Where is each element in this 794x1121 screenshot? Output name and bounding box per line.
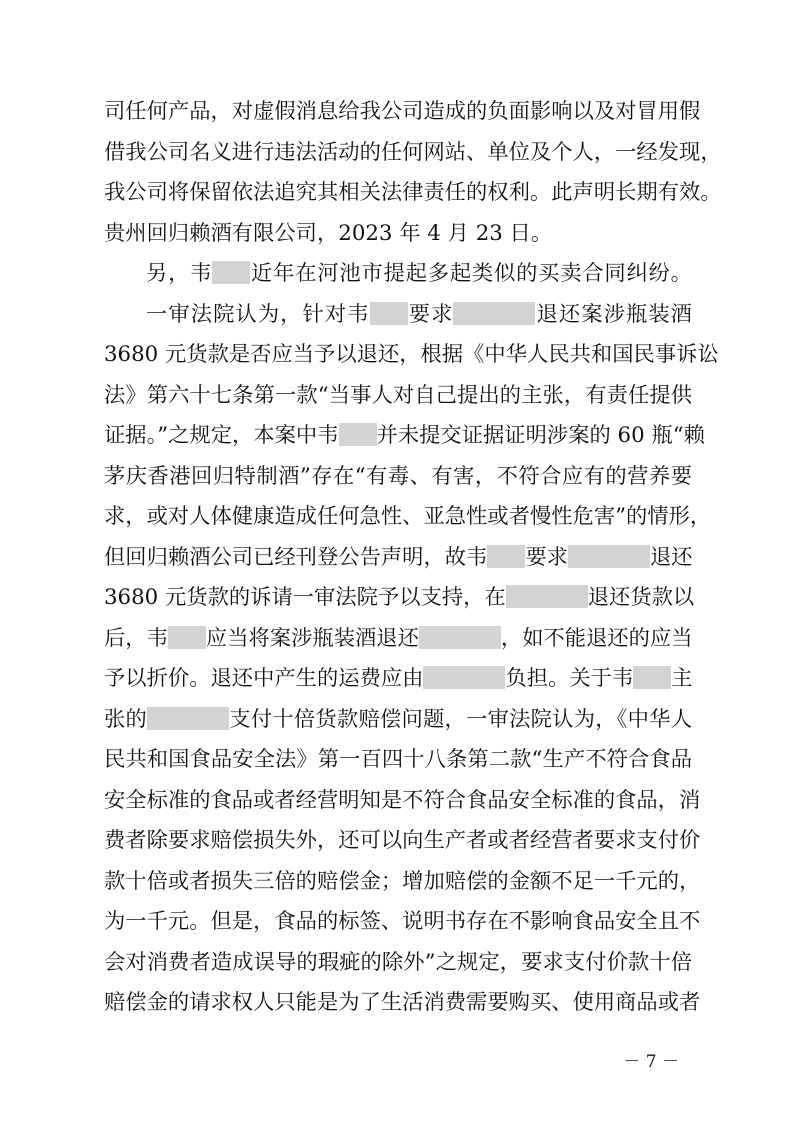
text-line <box>104 821 701 862</box>
line-text: 为一千元。但是，食品的标签、说明书存在不影响食品安全且不 <box>104 909 701 934</box>
line-text: 予以折价。退还中产生的运费应由 <box>104 666 424 691</box>
redaction-block <box>147 707 229 730</box>
line-text: 要求 <box>525 544 568 570</box>
line-text: 后，韦 <box>104 625 168 651</box>
text-line <box>104 335 719 376</box>
line-text: 退还货款以 <box>587 585 695 610</box>
redaction-block <box>423 666 505 689</box>
text-line <box>104 902 701 943</box>
line-text: 司任何产品，对虚假消息给我公司造成的负面影响以及对冒用假 <box>104 99 701 124</box>
redaction-block <box>568 545 650 568</box>
line-text: 民共和国食品安全法》第一百四十八条第二款“生产不符合食品 <box>104 747 692 772</box>
line-text: 并未提交证据证明涉案的 60 瓶“赖 <box>376 423 705 448</box>
text-line <box>104 538 692 579</box>
text-line <box>104 214 692 255</box>
text-line <box>104 133 722 174</box>
line-text: 我公司将保留依法追究其相关法律责任的权利。此声明长期有效。 <box>104 180 722 205</box>
line-text: 要求 <box>407 301 454 327</box>
line-text: 负担。关于韦 <box>505 666 634 691</box>
text-line <box>104 862 701 903</box>
line-text: 赔偿金的请求权人只能是为了生活消费需要购买、使用商品或者 <box>104 990 701 1015</box>
redaction-block <box>168 626 206 649</box>
line-text: 3680 元货款是否应当予以退还，根据《中华人民共和国民事诉讼 <box>104 342 719 367</box>
redaction-block <box>212 261 250 284</box>
line-text: 款十倍或者损失三倍的赔偿金；增加赔偿的金额不足一千元的， <box>104 868 701 894</box>
redaction-block <box>370 302 408 325</box>
line-text: 证据。”之规定，本案中韦 <box>104 423 339 448</box>
redaction-block <box>487 545 525 568</box>
text-line <box>104 659 692 700</box>
line-text: 借我公司名义进行违法活动的任何网站、单位及个人，一经发现， <box>104 139 722 165</box>
line-text: 一审法院认为，针对韦 <box>146 301 370 327</box>
line-text: 另，韦 <box>146 261 213 286</box>
text-line <box>104 497 712 538</box>
line-text: 安全标准的食品或者经营明知是不符合食品安全标准的食品，消 <box>104 787 701 813</box>
line-text: 退还案涉瓶装酒 <box>535 301 692 327</box>
text-line <box>104 740 692 781</box>
text-line <box>104 619 692 660</box>
line-text: 退还 <box>649 544 693 570</box>
text-line <box>104 376 692 417</box>
paragraph-start-line <box>104 295 692 336</box>
line-text: 主 <box>671 666 693 691</box>
redaction-block <box>506 585 588 608</box>
text-line <box>104 173 722 214</box>
redaction-block <box>339 423 377 446</box>
text-line <box>104 943 692 984</box>
line-text: 法》第六十七条第一款“当事人对自己提出的主张，有责任提供 <box>104 382 692 408</box>
line-text: 张的 <box>104 706 148 732</box>
text-line <box>104 983 701 1024</box>
text-line <box>104 578 695 619</box>
document-body <box>104 92 722 1024</box>
line-text: 茅庆香港回归特制酒”存在“有毒、有害，不符合应有的营养要 <box>104 463 692 489</box>
page-number: － 7 － <box>623 1052 679 1072</box>
line-text: 3680 元货款的诉请一审法院予以支持，在 <box>104 585 506 610</box>
line-text: 贵州回归赖酒有限公司，2023 年 4 月 23 日。 <box>104 220 553 246</box>
redaction-block <box>633 666 671 689</box>
text-line <box>104 700 692 741</box>
text-line <box>104 92 701 133</box>
paragraph-start-line <box>104 254 692 295</box>
text-line <box>104 781 701 822</box>
line-text: 但回归赖酒公司已经刊登公告声明，故韦 <box>104 544 488 570</box>
redaction-block <box>453 302 535 325</box>
line-text: 应当将案涉瓶装酒退还 <box>205 625 419 651</box>
text-line <box>104 416 705 457</box>
line-text: 近年在河池市提起多起类似的买卖合同纠纷。 <box>250 261 692 286</box>
line-text: 会对消费者造成误导的瑕疵的除外”之规定，要求支付价款十倍 <box>104 949 692 975</box>
line-text: 求，或对人体健康造成任何急性、亚急性或者慢性危害”的情形， <box>104 504 712 529</box>
redaction-block <box>419 626 501 649</box>
line-text: ，如不能退还的应当 <box>500 625 693 651</box>
text-line <box>104 457 692 498</box>
line-text: 支付十倍货款赔偿问题，一审法院认为，《中华人 <box>229 706 692 732</box>
line-text: 费者除要求赔偿损失外，还可以向生产者或者经营者要求支付价 <box>104 828 701 853</box>
